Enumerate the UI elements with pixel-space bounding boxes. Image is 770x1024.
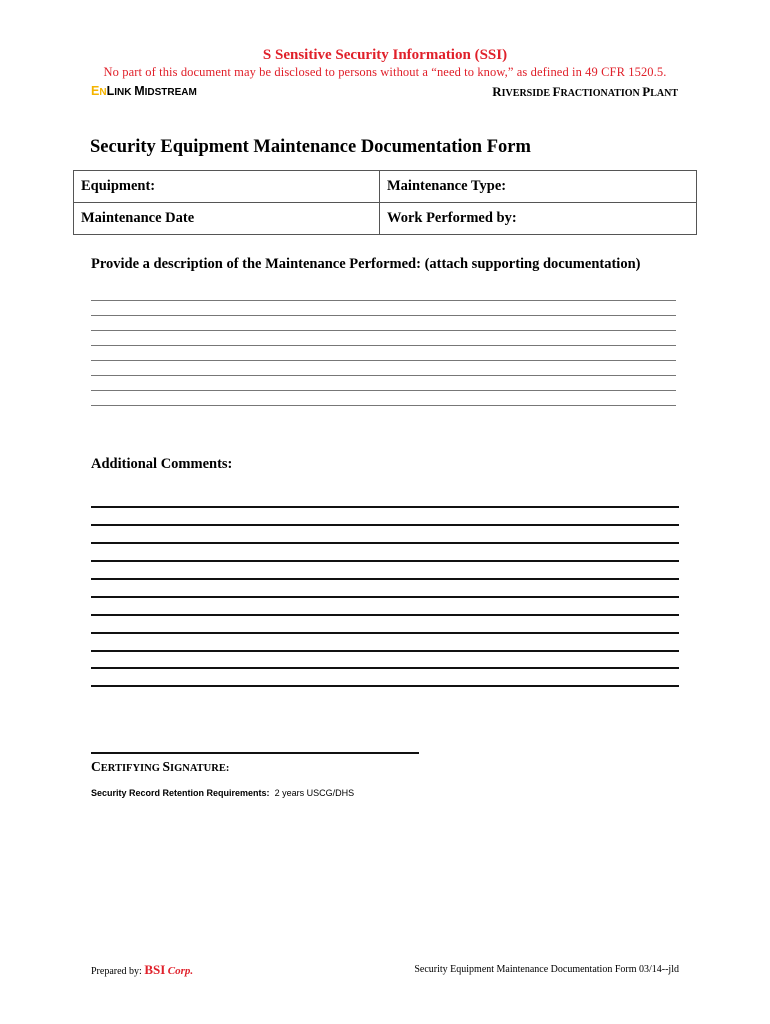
maintenance-date-field[interactable]: Maintenance Date [74,203,380,235]
company-logo-en: EN [91,84,107,98]
description-line[interactable] [91,330,676,331]
equipment-field[interactable]: Equipment: [74,171,380,203]
ssi-title: S Sensitive Security Information (SSI) [262,47,508,63]
retention-label: Security Record Retention Requirements: [91,788,270,798]
prepared-by-label: Prepared by: [91,966,142,977]
company-name: ENLINK MIDSTREAM [91,84,197,98]
comment-line[interactable] [91,667,679,669]
bsi-corp: Corp. [167,965,194,977]
comment-line[interactable] [91,685,679,687]
additional-comments-label: Additional Comments: [91,456,233,472]
ssi-notice: No part of this document may be disclosed to persons without a “need to know,” as defined in 49 CFR 1520.5. [103,65,667,79]
bsi-logo: BSI [144,962,166,977]
prepared-by [91,962,193,978]
comment-line[interactable] [91,614,679,616]
certifying-signature-label: CERTIFYING SIGNATURE: [91,759,230,774]
retention-value: 2 years USCG/DHS [274,788,355,798]
description-label: Provide a description of the Maintenance Performed: (attach supporting documentation) [91,256,641,272]
comment-line[interactable] [91,524,679,526]
description-line[interactable] [91,390,676,391]
description-line[interactable] [91,345,676,346]
comment-line[interactable] [91,506,679,508]
plant-name: RIVERSIDE FRACTIONATION PLANT [492,84,678,99]
comment-line[interactable] [91,542,679,544]
info-table [73,170,697,235]
signature-line[interactable] [91,752,419,754]
maintenance-type-field[interactable]: Maintenance Type: [380,171,697,203]
description-line[interactable] [91,405,676,406]
comment-line[interactable] [91,596,679,598]
comment-line[interactable] [91,560,679,562]
work-performed-by-field[interactable]: Work Performed by: [380,203,697,235]
comment-line[interactable] [91,632,679,634]
comment-line[interactable] [91,650,679,652]
description-line[interactable] [91,300,676,301]
retention-requirements [91,788,354,798]
description-line[interactable] [91,375,676,376]
description-line[interactable] [91,315,676,316]
comment-line[interactable] [91,578,679,580]
form-id: Security Equipment Maintenance Documentation Form 03/14--jld [414,964,679,975]
description-line[interactable] [91,360,676,361]
form-title: Security Equipment Maintenance Documentation Form [90,137,531,157]
